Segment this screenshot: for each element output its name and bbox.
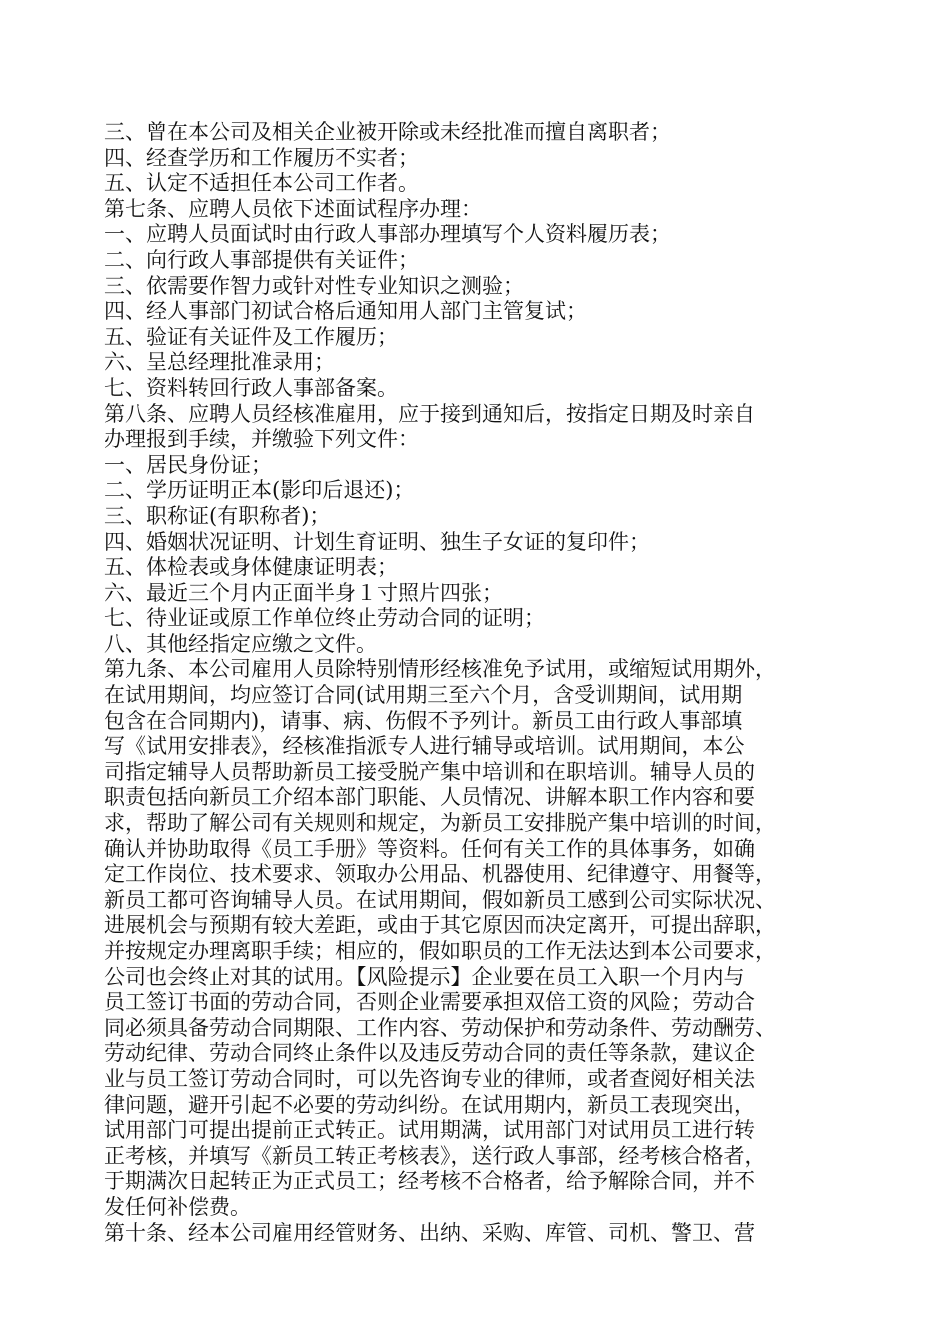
text-line: 二、向行政人事部提供有关证件；: [104, 247, 419, 272]
text-line: 一、应聘人员面试时由行政人事部办理填写个人资料履历表；: [104, 222, 671, 247]
text-line: 劳动纪律、劳动合同终止条件以及违反劳动合同的责任等条款，建议企: [104, 1041, 755, 1066]
text-line: 进展机会与预期有较大差距，或由于其它原因而决定离开，可提出辞职，: [104, 913, 776, 938]
article-heading: 第九条、本公司雇用人员除特别情形经核准免予试用，或缩短试用期外，: [104, 657, 776, 682]
text-line: 试用部门可提出提前正式转正。试用期满，试用部门对试用员工进行转: [104, 1118, 755, 1143]
text-line: 八、其他经指定应缴之文件。: [104, 631, 377, 656]
text-line: 三、依需要作智力或针对性专业知识之测验；: [104, 273, 524, 298]
text-line: 四、经查学历和工作履历不实者；: [104, 145, 419, 170]
document-body: [104, 120, 864, 1246]
text-line: 业与员工签订劳动合同时，可以先咨询专业的律师，或者查阅好相关法: [104, 1066, 755, 1091]
text-line: 发任何补偿费。: [104, 1194, 251, 1219]
text-line: 办理报到手续，并缴验下列文件：: [104, 427, 419, 452]
text-line: 在试用期间，均应签订合同(试用期三至六个月，含受训期间，试用期: [104, 683, 743, 708]
article-heading: 第八条、应聘人员经核准雇用，应于接到通知后，按指定日期及时亲自: [104, 401, 755, 426]
text-line: 四、婚姻状况证明、计划生育证明、独生子女证的复印件；: [104, 529, 650, 554]
article-heading: 第七条、应聘人员依下述面试程序办理：: [104, 196, 482, 221]
text-line: 求，帮助了解公司有关规则和规定，为新员工安排脱产集中培训的时间，: [104, 811, 776, 836]
text-line: 六、呈总经理批准录用；: [104, 350, 335, 375]
text-line: 员工签订书面的劳动合同，否则企业需要承担双倍工资的风险；劳动合: [104, 990, 755, 1015]
article-heading: 第十条、经本公司雇用经管财务、出纳、采购、库管、司机、警卫、营: [104, 1220, 755, 1245]
text-line: 三、职称证(有职称者)；: [104, 503, 331, 528]
text-line: 确认并协助取得《员工手册》等资料。任何有关工作的具体事务，如确: [104, 836, 755, 861]
text-line: 职责包括向新员工介绍本部门职能、人员情况、讲解本职工作内容和要: [104, 785, 755, 810]
text-line: 五、验证有关证件及工作履历；: [104, 324, 398, 349]
text-line: 三、曾在本公司及相关企业被开除或未经批准而擅自离职者；: [104, 120, 671, 144]
text-line: 公司也会终止对其的试用。【风险提示】企业要在员工入职一个月内与: [104, 964, 745, 989]
text-line: 并按规定办理离职手续；相应的，假如职员的工作无法达到本公司要求，: [104, 939, 776, 963]
text-line: 五、体检表或身体健康证明表；: [104, 555, 398, 580]
text-line: 正考核，并填写《新员工转正考核表》，送行政人事部，经考核合格者，: [104, 1143, 766, 1168]
text-line: 新员工都可咨询辅导人员。在试用期间，假如新员工感到公司实际状况、: [104, 887, 776, 912]
text-line: 写《试用安排表》，经核准指派专人进行辅导或培训。试用期间，本公: [104, 734, 745, 759]
text-line: 七、资料转回行政人事部备案。: [104, 375, 398, 400]
text-line: 定工作岗位、技术要求、领取办公用品、机器使用、纪律遵守、用餐等，: [104, 862, 776, 887]
text-line: 同必须具备劳动合同期限、工作内容、劳动保护和劳动条件、劳动酬劳、: [104, 1015, 776, 1040]
text-line: 六、最近三个月内正面半身１寸照片四张；: [104, 580, 503, 605]
text-line: 一、居民身份证；: [104, 452, 272, 477]
text-line: 司指定辅导人员帮助新员工接受脱产集中培训和在职培训。辅导人员的: [104, 759, 755, 784]
text-line: 五、认定不适担任本公司工作者。: [104, 171, 419, 196]
text-line: 于期满次日起转正为正式员工；经考核不合格者，给予解除合同，并不: [104, 1169, 755, 1194]
text-line: 律问题，避开引起不必要的劳动纠纷。在试用期内，新员工表现突出，: [104, 1092, 755, 1117]
text-line: 二、学历证明正本(影印后退还)；: [104, 478, 415, 503]
text-line: 四、经人事部门初试合格后通知用人部门主管复试；: [104, 299, 587, 324]
text-line: 七、待业证或原工作单位终止劳动合同的证明；: [104, 606, 545, 631]
text-line: 包含在合同期内)，请事、病、伤假不予列计。新员工由行政人事部填: [104, 708, 743, 733]
